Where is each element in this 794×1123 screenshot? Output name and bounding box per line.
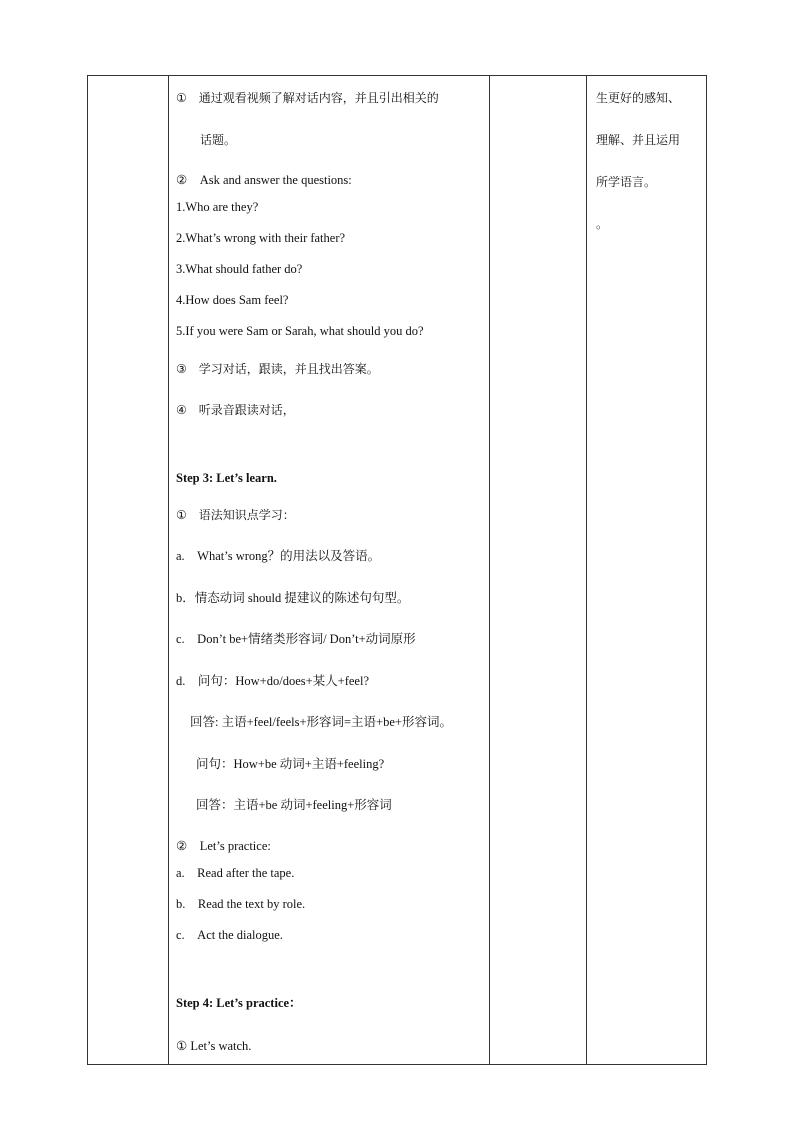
text-line: ① 语法知识点学习： [176,508,295,522]
intent-line: 所学语言。 [596,175,657,189]
question-pattern-2: 问句：How+be 动词+主语+feeling? [196,757,385,771]
question-4: 4.How does Sam feel? [176,293,289,307]
column-divider [489,76,490,1064]
answer-pattern-2: 回答：主语+be 动词+feeling+形容词 [196,798,392,812]
practice-item-c: c. Act the dialogue. [176,928,283,942]
step-3-heading: Step 3: Let’s learn. [176,471,277,485]
teaching-procedure-cell [170,76,488,1064]
text-line: ① 通过观看视频了解对话内容，并且引出相关的 [176,91,439,105]
grammar-point-a: a. What’s wrong？的用法以及答语。 [176,549,381,563]
text-line: ④ 听录音跟读对话， [176,403,295,417]
grammar-point-d: d. 问句：How+do/does+某人+feel? [176,674,369,688]
practice-item-a: a. Read after the tape. [176,866,295,880]
intent-line: 。 [596,217,609,231]
practice-item-b: b. Read the text by role. [176,897,306,911]
intent-line: 生更好的感知、 [596,91,681,105]
text-line: ③ 学习对话，跟读，并且找出答案。 [176,362,379,376]
lesson-plan-table [87,75,707,1065]
intent-line: 理解、并且运用 [596,133,681,147]
grammar-point-b: b．情态动词 should 提建议的陈述句句型。 [176,591,410,605]
column-divider [586,76,587,1064]
answer-pattern-1: 回答: 主语+feel/feels+形容词=主语+be+形容词。 [190,715,452,729]
step-4-heading: Step 4: Let’s practice： [176,996,302,1010]
design-intent-cell [588,76,706,1064]
question-1: 1.Who are they? [176,200,259,214]
practice-heading: ② Let’s practice: [176,839,271,853]
grammar-point-c: c. Don’t be+情绪类形容词/ Don’t+动词原形 [176,632,416,646]
text-line: ② Ask and answer the questions: [176,173,352,187]
question-2: 2.What’s wrong with their father? [176,231,346,245]
question-3: 3.What should father do? [176,262,303,276]
column-divider [168,76,169,1064]
text-line: ① Let’s watch. [176,1039,252,1053]
text-line: 话题。 [200,133,237,147]
question-5: 5.If you were Sam or Sarah, what should you do? [176,324,424,338]
